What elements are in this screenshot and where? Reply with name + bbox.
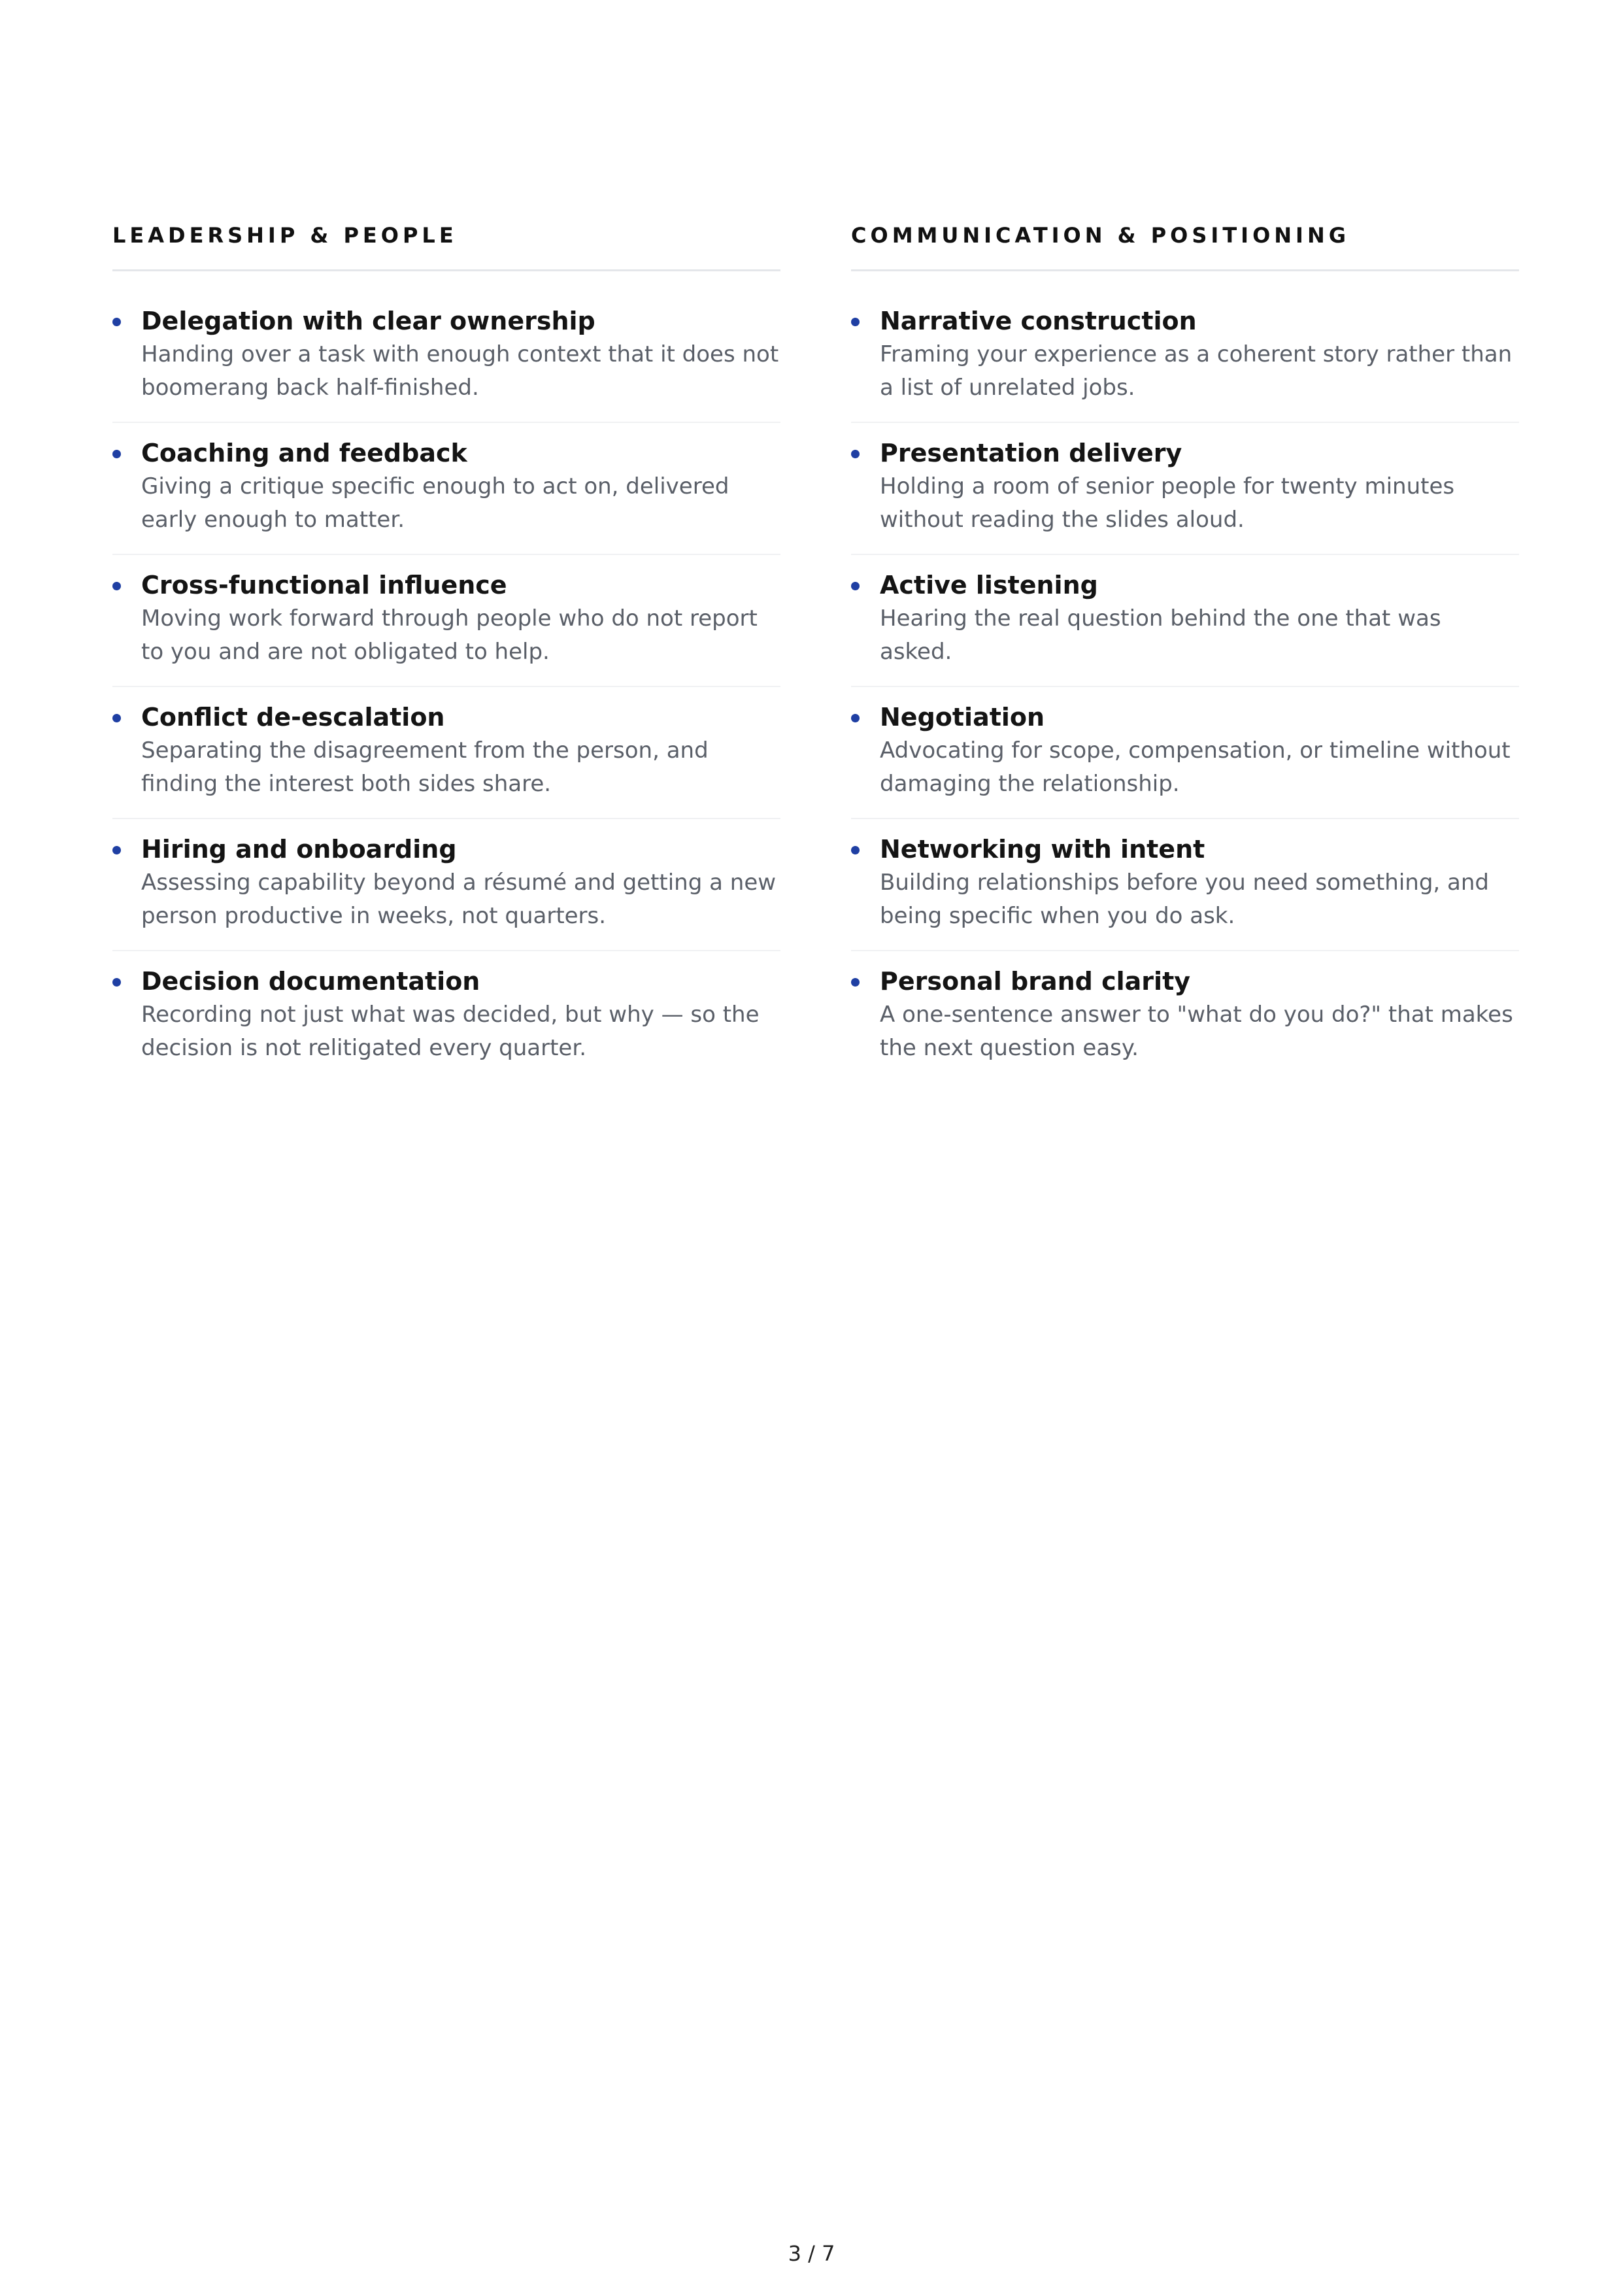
list-item <box>112 555 780 687</box>
item-description: Assessing capability beyond a résumé and getting a new person productive in weeks, not quarters. <box>141 869 777 929</box>
leadership-people-section <box>112 221 780 1082</box>
list-item <box>851 555 1519 687</box>
bullet-icon <box>851 978 860 987</box>
item-title: Delegation with clear ownership <box>141 307 595 335</box>
bullet-icon <box>851 450 860 458</box>
communication-positioning-section <box>851 221 1519 1082</box>
item-description: Holding a room of senior people for twenty minutes without reading the slides aloud. <box>880 473 1455 533</box>
item-description: Hearing the real question behind the one that was asked. <box>880 605 1441 665</box>
item-description: Handing over a task with enough context that it does not boomerang back half-finished. <box>141 341 779 401</box>
two-column-layout <box>112 221 1519 1082</box>
bullet-icon <box>112 714 121 722</box>
item-description: Framing your experience as a coherent story rather than a list of unrelated jobs. <box>880 341 1513 401</box>
item-description: A one-sentence answer to "what do you do?" that makes the next question easy. <box>880 1002 1513 1061</box>
bullet-icon <box>112 450 121 458</box>
item-description: Moving work forward through people who do not report to you and are not obligated to help. <box>141 605 758 665</box>
bullet-icon <box>851 714 860 722</box>
section-heading: COMMUNICATION & POSITIONING <box>851 221 1519 271</box>
item-title: Negotiation <box>880 703 1045 732</box>
list-item <box>851 423 1519 555</box>
item-title: Coaching and feedback <box>141 439 467 467</box>
item-description: Recording not just what was decided, but why — so the decision is not relitigated every quarter. <box>141 1002 760 1061</box>
page-number: 3 / 7 <box>788 2241 835 2266</box>
bullet-icon <box>112 318 121 326</box>
item-description: Advocating for scope, compensation, or timeline without damaging the relationship. <box>880 737 1511 797</box>
list-item <box>851 951 1519 1082</box>
item-title: Personal brand clarity <box>880 967 1190 996</box>
item-title: Hiring and onboarding <box>141 835 457 864</box>
bullet-icon <box>112 978 121 987</box>
list-item <box>851 687 1519 819</box>
section-heading: LEADERSHIP & PEOPLE <box>112 221 780 271</box>
item-title: Cross-functional influence <box>141 571 507 599</box>
list-item <box>112 687 780 819</box>
item-title: Conflict de-escalation <box>141 703 445 732</box>
list-item <box>851 819 1519 951</box>
skill-list <box>112 271 780 1082</box>
item-title: Narrative construction <box>880 307 1197 335</box>
item-description: Building relationships before you need something, and being specific when you do ask. <box>880 869 1489 929</box>
bullet-icon <box>851 318 860 326</box>
list-item <box>112 819 780 951</box>
bullet-icon <box>112 846 121 854</box>
item-title: Decision documentation <box>141 967 480 996</box>
bullet-icon <box>112 582 121 590</box>
bullet-icon <box>851 846 860 854</box>
list-item <box>112 291 780 423</box>
item-description: Giving a critique specific enough to act on, delivered early enough to matter. <box>141 473 729 533</box>
list-item <box>112 423 780 555</box>
item-title: Networking with intent <box>880 835 1205 864</box>
item-title: Presentation delivery <box>880 439 1182 467</box>
item-title: Active listening <box>880 571 1098 599</box>
skill-list <box>851 271 1519 1082</box>
item-description: Separating the disagreement from the person, and finding the interest both sides share. <box>141 737 709 797</box>
bullet-icon <box>851 582 860 590</box>
list-item <box>851 291 1519 423</box>
list-item <box>112 951 780 1082</box>
